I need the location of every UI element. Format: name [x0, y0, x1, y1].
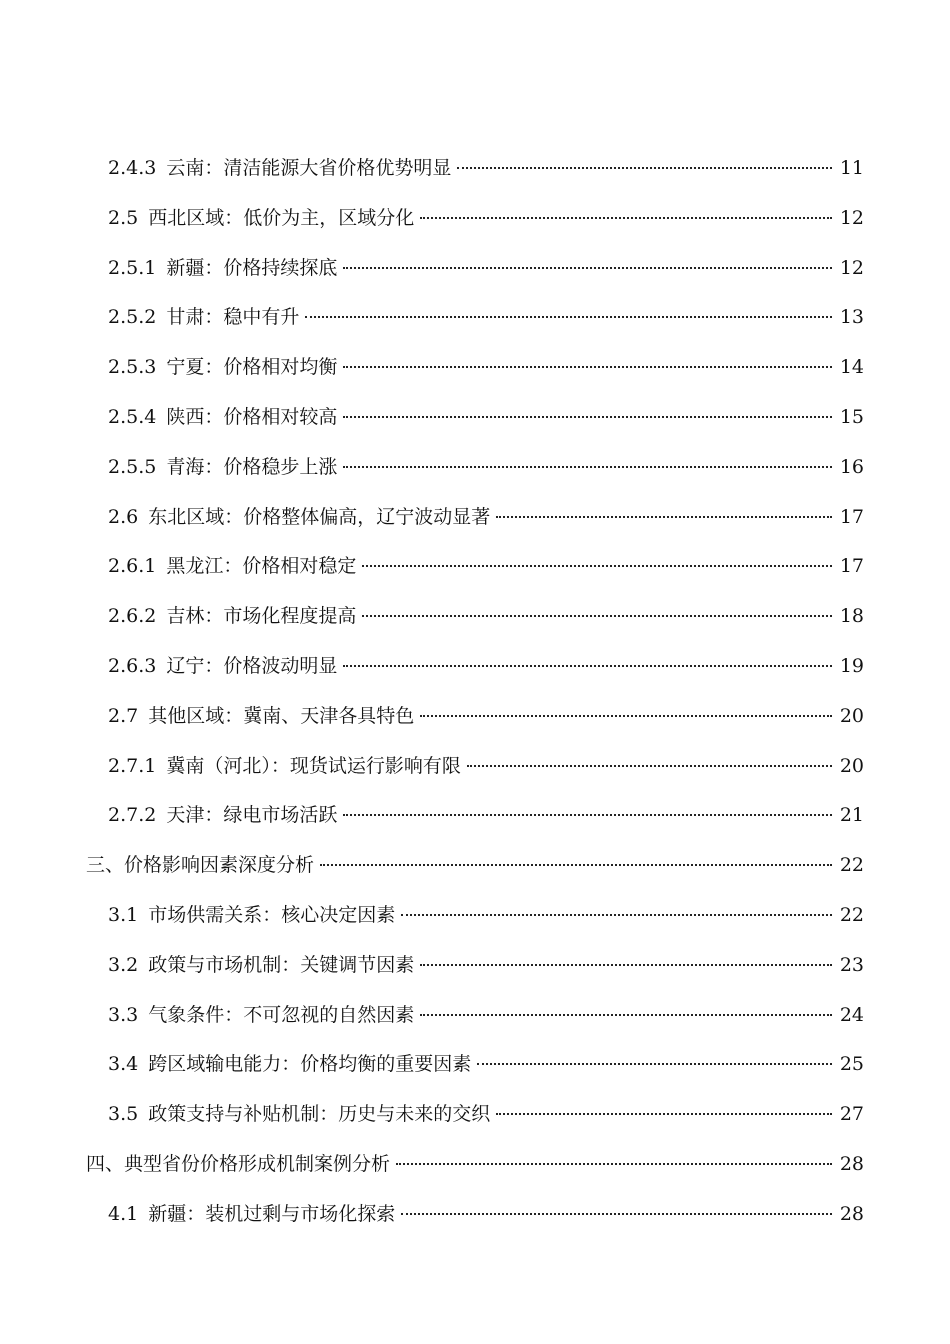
toc-entry[interactable] [0, 747, 950, 797]
toc-entry-number: 2.7.2 [108, 804, 157, 827]
toc-dot-leader [396, 1163, 832, 1165]
toc-entry-title: 西北区域：低价为主，区域分化 [148, 206, 415, 229]
toc-dot-leader [362, 565, 831, 567]
toc-entry-page-number: 14 [839, 356, 864, 379]
toc-entry-title: 甘肃：稳中有升 [166, 306, 300, 329]
toc-entry-number: 3.2 [108, 953, 139, 976]
toc-entry-number: 3.1 [108, 903, 139, 926]
toc-entry-page-number: 21 [839, 804, 864, 827]
toc-entry-number: 2.5.2 [108, 306, 157, 329]
toc-entry-title: 其他区域：冀南、天津各具特色 [148, 704, 415, 727]
toc-dot-leader [401, 1213, 832, 1215]
toc-entry-page-number: 12 [839, 206, 864, 229]
toc-entry-page-number: 17 [839, 505, 864, 528]
toc-entry-number: 2.7 [108, 704, 139, 727]
toc-entry[interactable] [0, 547, 950, 597]
toc-entry-title: 新疆：装机过剩与市场化探索 [148, 1202, 396, 1225]
toc-entry-page-number: 11 [839, 157, 864, 179]
toc-entry[interactable] [0, 1095, 950, 1145]
toc-dot-leader [362, 615, 831, 617]
toc-entry-title: 三、价格影响因素深度分析 [86, 854, 315, 877]
toc-dot-leader [343, 366, 831, 368]
toc-dot-leader [343, 416, 831, 418]
toc-dot-leader [401, 914, 832, 916]
toc-entry-title: 政策与市场机制：关键调节因素 [148, 953, 415, 976]
toc-entry-page-number: 12 [839, 256, 864, 279]
toc-entry-number: 2.5.3 [108, 356, 157, 379]
toc-entry-title: 辽宁：价格波动明显 [166, 654, 338, 677]
toc-entry-title: 东北区域：价格整体偏高，辽宁波动显著 [148, 505, 491, 528]
toc-dot-leader [477, 1063, 832, 1065]
toc-entry-title: 气象条件：不可忽视的自然因素 [148, 1003, 415, 1026]
toc-dot-leader [305, 316, 831, 318]
toc-entry[interactable] [0, 946, 950, 996]
toc-entry-page-number: 28 [839, 1152, 864, 1175]
toc-entry-page-number: 22 [839, 903, 864, 926]
toc-dot-leader [343, 665, 831, 667]
toc-dot-leader [343, 814, 831, 816]
toc-entry-title: 冀南（河北）：现货试运行影响有限 [166, 754, 461, 777]
toc-entry-title: 政策支持与补贴机制：历史与未来的交织 [148, 1103, 491, 1126]
toc-entry-number: 2.5.4 [108, 405, 157, 428]
toc-entry[interactable] [0, 1045, 950, 1095]
toc-entry-number: 2.6.1 [108, 555, 157, 578]
toc-entry-number: 2.5 [108, 206, 139, 229]
toc-dot-leader [420, 1014, 832, 1016]
toc-entry[interactable] [0, 249, 950, 299]
toc-entry[interactable] [0, 796, 950, 846]
toc-entry-page-number: 20 [839, 754, 864, 777]
toc-entry-number: 2.6 [108, 505, 139, 528]
toc-entry[interactable] [0, 149, 950, 199]
toc-dot-leader [343, 267, 831, 269]
toc-dot-leader [343, 466, 831, 468]
toc-entry-page-number: 17 [839, 555, 864, 578]
toc-entry[interactable] [0, 597, 950, 647]
toc-dot-leader [320, 864, 832, 866]
toc-entry-page-number: 25 [839, 1053, 864, 1076]
toc-entry-page-number: 19 [839, 654, 864, 677]
toc-dot-leader [467, 765, 832, 767]
toc-entry-page-number: 20 [839, 704, 864, 727]
toc-entry-title: 四、典型省份价格形成机制案例分析 [86, 1152, 391, 1175]
toc-entry-title: 吉林：市场化程度提高 [166, 605, 357, 628]
toc-entry[interactable] [0, 1195, 950, 1245]
toc-entry[interactable] [0, 498, 950, 548]
toc-entry[interactable] [0, 398, 950, 448]
toc-entry[interactable] [0, 1145, 950, 1195]
toc-dot-leader [420, 964, 832, 966]
toc-entry[interactable] [0, 647, 950, 697]
toc-entry-number: 3.4 [108, 1053, 139, 1076]
toc-entry-title: 青海：价格稳步上涨 [166, 455, 338, 478]
toc-dot-leader [420, 217, 832, 219]
toc-entry[interactable] [0, 448, 950, 498]
toc-entry-title: 黑龙江：价格相对稳定 [166, 555, 357, 578]
table-of-contents [0, 149, 950, 1245]
toc-entry[interactable] [0, 996, 950, 1046]
toc-entry-page-number: 28 [839, 1202, 864, 1225]
toc-entry-title: 云南：清洁能源大省价格优势明显 [166, 157, 452, 179]
toc-entry[interactable] [0, 896, 950, 946]
toc-entry[interactable] [0, 348, 950, 398]
toc-entry[interactable] [0, 199, 950, 249]
toc-entry[interactable] [0, 298, 950, 348]
toc-entry-number: 2.5.1 [108, 256, 157, 279]
toc-entry-number: 3.5 [108, 1103, 139, 1126]
toc-dot-leader [457, 167, 831, 169]
toc-entry-title: 新疆：价格持续探底 [166, 256, 338, 279]
toc-entry-page-number: 18 [839, 605, 864, 628]
toc-entry-number: 3.3 [108, 1003, 139, 1026]
toc-entry-number: 4.1 [108, 1202, 139, 1225]
toc-dot-leader [496, 516, 832, 518]
toc-dot-leader [420, 715, 832, 717]
toc-entry-page-number: 16 [839, 455, 864, 478]
toc-entry-page-number: 23 [839, 953, 864, 976]
toc-entry-title: 跨区域输电能力：价格均衡的重要因素 [148, 1053, 472, 1076]
toc-entry-number: 2.6.3 [108, 654, 157, 677]
toc-entry-title: 天津：绿电市场活跃 [166, 804, 338, 827]
toc-entry-number: 2.5.5 [108, 455, 157, 478]
toc-dot-leader [496, 1113, 832, 1115]
toc-entry-page-number: 27 [839, 1103, 864, 1126]
toc-entry-number: 2.4.3 [108, 157, 157, 179]
toc-entry[interactable] [0, 697, 950, 747]
toc-entry-title: 宁夏：价格相对均衡 [166, 356, 338, 379]
toc-entry-number: 2.6.2 [108, 605, 157, 628]
toc-entry-title: 市场供需关系：核心决定因素 [148, 903, 396, 926]
toc-entry-number: 2.7.1 [108, 754, 157, 777]
toc-entry-title: 陕西：价格相对较高 [166, 405, 338, 428]
toc-entry-page-number: 13 [839, 306, 864, 329]
toc-entry-page-number: 15 [839, 405, 864, 428]
toc-entry-page-number: 22 [839, 854, 864, 877]
toc-entry[interactable] [0, 846, 950, 896]
toc-entry-page-number: 24 [839, 1003, 864, 1026]
